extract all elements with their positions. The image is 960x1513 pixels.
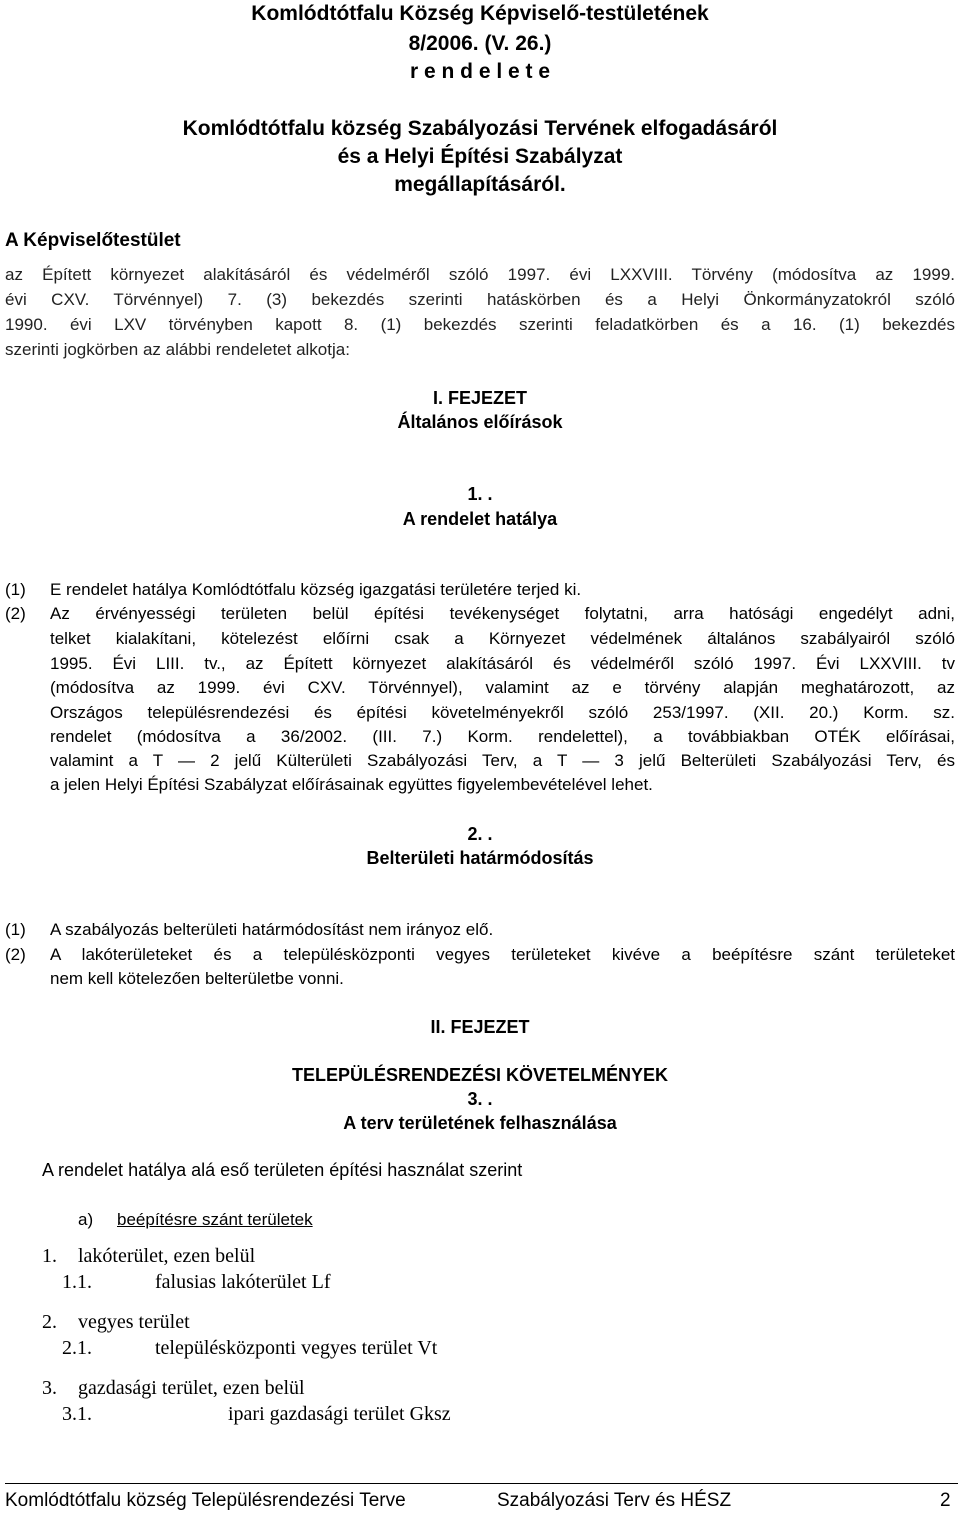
list-subitem-number: 2.1.: [62, 1337, 92, 1359]
decree-label: r e n d e l e t e: [409, 60, 551, 83]
paragraph-1-text: E rendelet hatálya Komlódtótfalu község igazgatási területére terjed ki.: [50, 580, 582, 599]
list-subitem: településközponti vegyes terület Vt: [155, 1337, 438, 1359]
footer-page-number: 2: [940, 1490, 951, 1511]
list-subitem: falusias lakóterület Lf: [155, 1271, 331, 1293]
list-item: lakóterület, ezen belül: [78, 1245, 256, 1267]
paragraph-2-line: Országos településrendezési és építési követelményekről szóló 253/1997. (XII. 20.) Korm. sz.: [50, 703, 955, 722]
list-subitem-number: 1.1.: [62, 1271, 92, 1293]
section-2-number: 2. .: [467, 824, 493, 844]
section-2-title: Belterületi határmódosítás: [366, 848, 594, 868]
section-3-title: A terv területének felhasználása: [343, 1113, 617, 1133]
section-2-paragraph-2-line: nem kell kötelezően belterületbe vonni.: [50, 969, 344, 988]
paragraph-number: (1): [5, 920, 26, 939]
section-1-title: A rendelet hatálya: [402, 509, 558, 529]
list-subitem: ipari gazdasági terület Gksz: [228, 1403, 451, 1425]
paragraph-2-line: 1995. Évi LIII. tv., az Épített környezet alakításáról és védelméről szóló 1997. Évi LXXVIII. tv: [50, 654, 955, 673]
section-1-number: 1. .: [467, 484, 493, 504]
paragraph-2-line: a jelen Helyi Építési Szabályzat előírásainak együttes figyelembevételével lehet.: [50, 775, 653, 794]
preamble-line: az Épített környezet alakításáról és védelméről szóló 1997. évi LXXVIII. Törvény (módosítva az 1999.: [5, 265, 955, 284]
section-2-paragraph-1: A szabályozás belterületi határmódosítást nem irányoz elő.: [50, 920, 494, 939]
list-item: gazdasági terület, ezen belül: [78, 1377, 305, 1399]
list-heading-a: beépítésre szánt területek: [117, 1210, 313, 1229]
paragraph-number: (2): [5, 604, 26, 623]
list-subitem-number: 3.1.: [62, 1403, 92, 1425]
decree-subject-line-2: és a Helyi Építési Szabályzat: [337, 145, 623, 168]
footer-divider: [5, 1483, 958, 1484]
list-item-number: 1.: [42, 1245, 57, 1267]
chapter-1-number: I. FEJEZET: [432, 388, 528, 408]
paragraph-2-line: rendelet (módosítva a 36/2002. (III. 7.) Korm. rendelettel), a továbbiakban OTÉK előírásai,: [50, 727, 955, 746]
section-3-number: 3. .: [467, 1089, 493, 1109]
list-item: vegyes terület: [78, 1311, 190, 1333]
paragraph-2-line: (módosítva az 1999. évi CXV. Törvénnyel), valamint az e törvény alapján meghatározott, az: [50, 678, 955, 697]
list-label-a: a): [78, 1210, 94, 1229]
footer-document-title: Komlódtótfalu község Településrendezési Terve: [5, 1490, 406, 1511]
council-title: Komlódtótfalu Község Képviselő-testületének: [251, 2, 709, 25]
decree-subject-line-1: Komlódtótfalu község Szabályozási Tervének elfogadásáról: [182, 117, 778, 140]
decree-number: 8/2006. (V. 26.): [408, 32, 552, 55]
list-item-number: 2.: [42, 1311, 57, 1333]
paragraph-2-line: Az érvényességi területen belül építési tevékenységet folytatni, arra hatósági engedélyt adni,: [50, 604, 955, 623]
preamble-line: szerinti jogkörben az alábbi rendeletet alkotja:: [5, 340, 350, 359]
list-item-number: 3.: [42, 1377, 57, 1399]
preamble-line: évi CXV. Törvénnyel) 7. (3) bekezdés szerinti hatáskörben és a Helyi Önkormányzatokról szóló: [5, 290, 955, 309]
paragraph-2-line: telket kialakítani, kötelezést előírni csak a Környezet védelmének általános szabályairól szóló: [50, 629, 955, 648]
chapter-2-number: II. FEJEZET: [430, 1017, 530, 1037]
paragraph-number: (1): [5, 580, 26, 599]
chapter-2-title: TELEPÜLÉSRENDEZÉSI KÖVETELMÉNYEK: [291, 1065, 669, 1085]
decree-subject-line-3: megállapításáról.: [394, 173, 566, 196]
paragraph-number: (2): [5, 945, 26, 964]
section-3-intro: A rendelet hatálya alá eső területen építési használat szerint: [42, 1160, 523, 1180]
chapter-1-title: Általános előírások: [397, 412, 563, 432]
paragraph-2-line: valamint a T — 2 jelű Külterületi Szabályozási Terv, a T — 3 jelű Belterületi Szabályozási Terv, és: [50, 751, 955, 770]
preamble-title: A Képviselőtestület: [5, 230, 181, 251]
footer-section-title: Szabályozási Terv és HÉSZ: [497, 1490, 732, 1511]
section-2-paragraph-2-line: A lakóterületeket és a településközponti vegyes területeket kivéve a beépítésre szánt területeket: [50, 945, 955, 964]
preamble-line: 1990. évi LXV törvényben kapott 8. (1) bekezdés szerinti feladatkörben és a 16. (1) bekezdés: [5, 315, 955, 334]
